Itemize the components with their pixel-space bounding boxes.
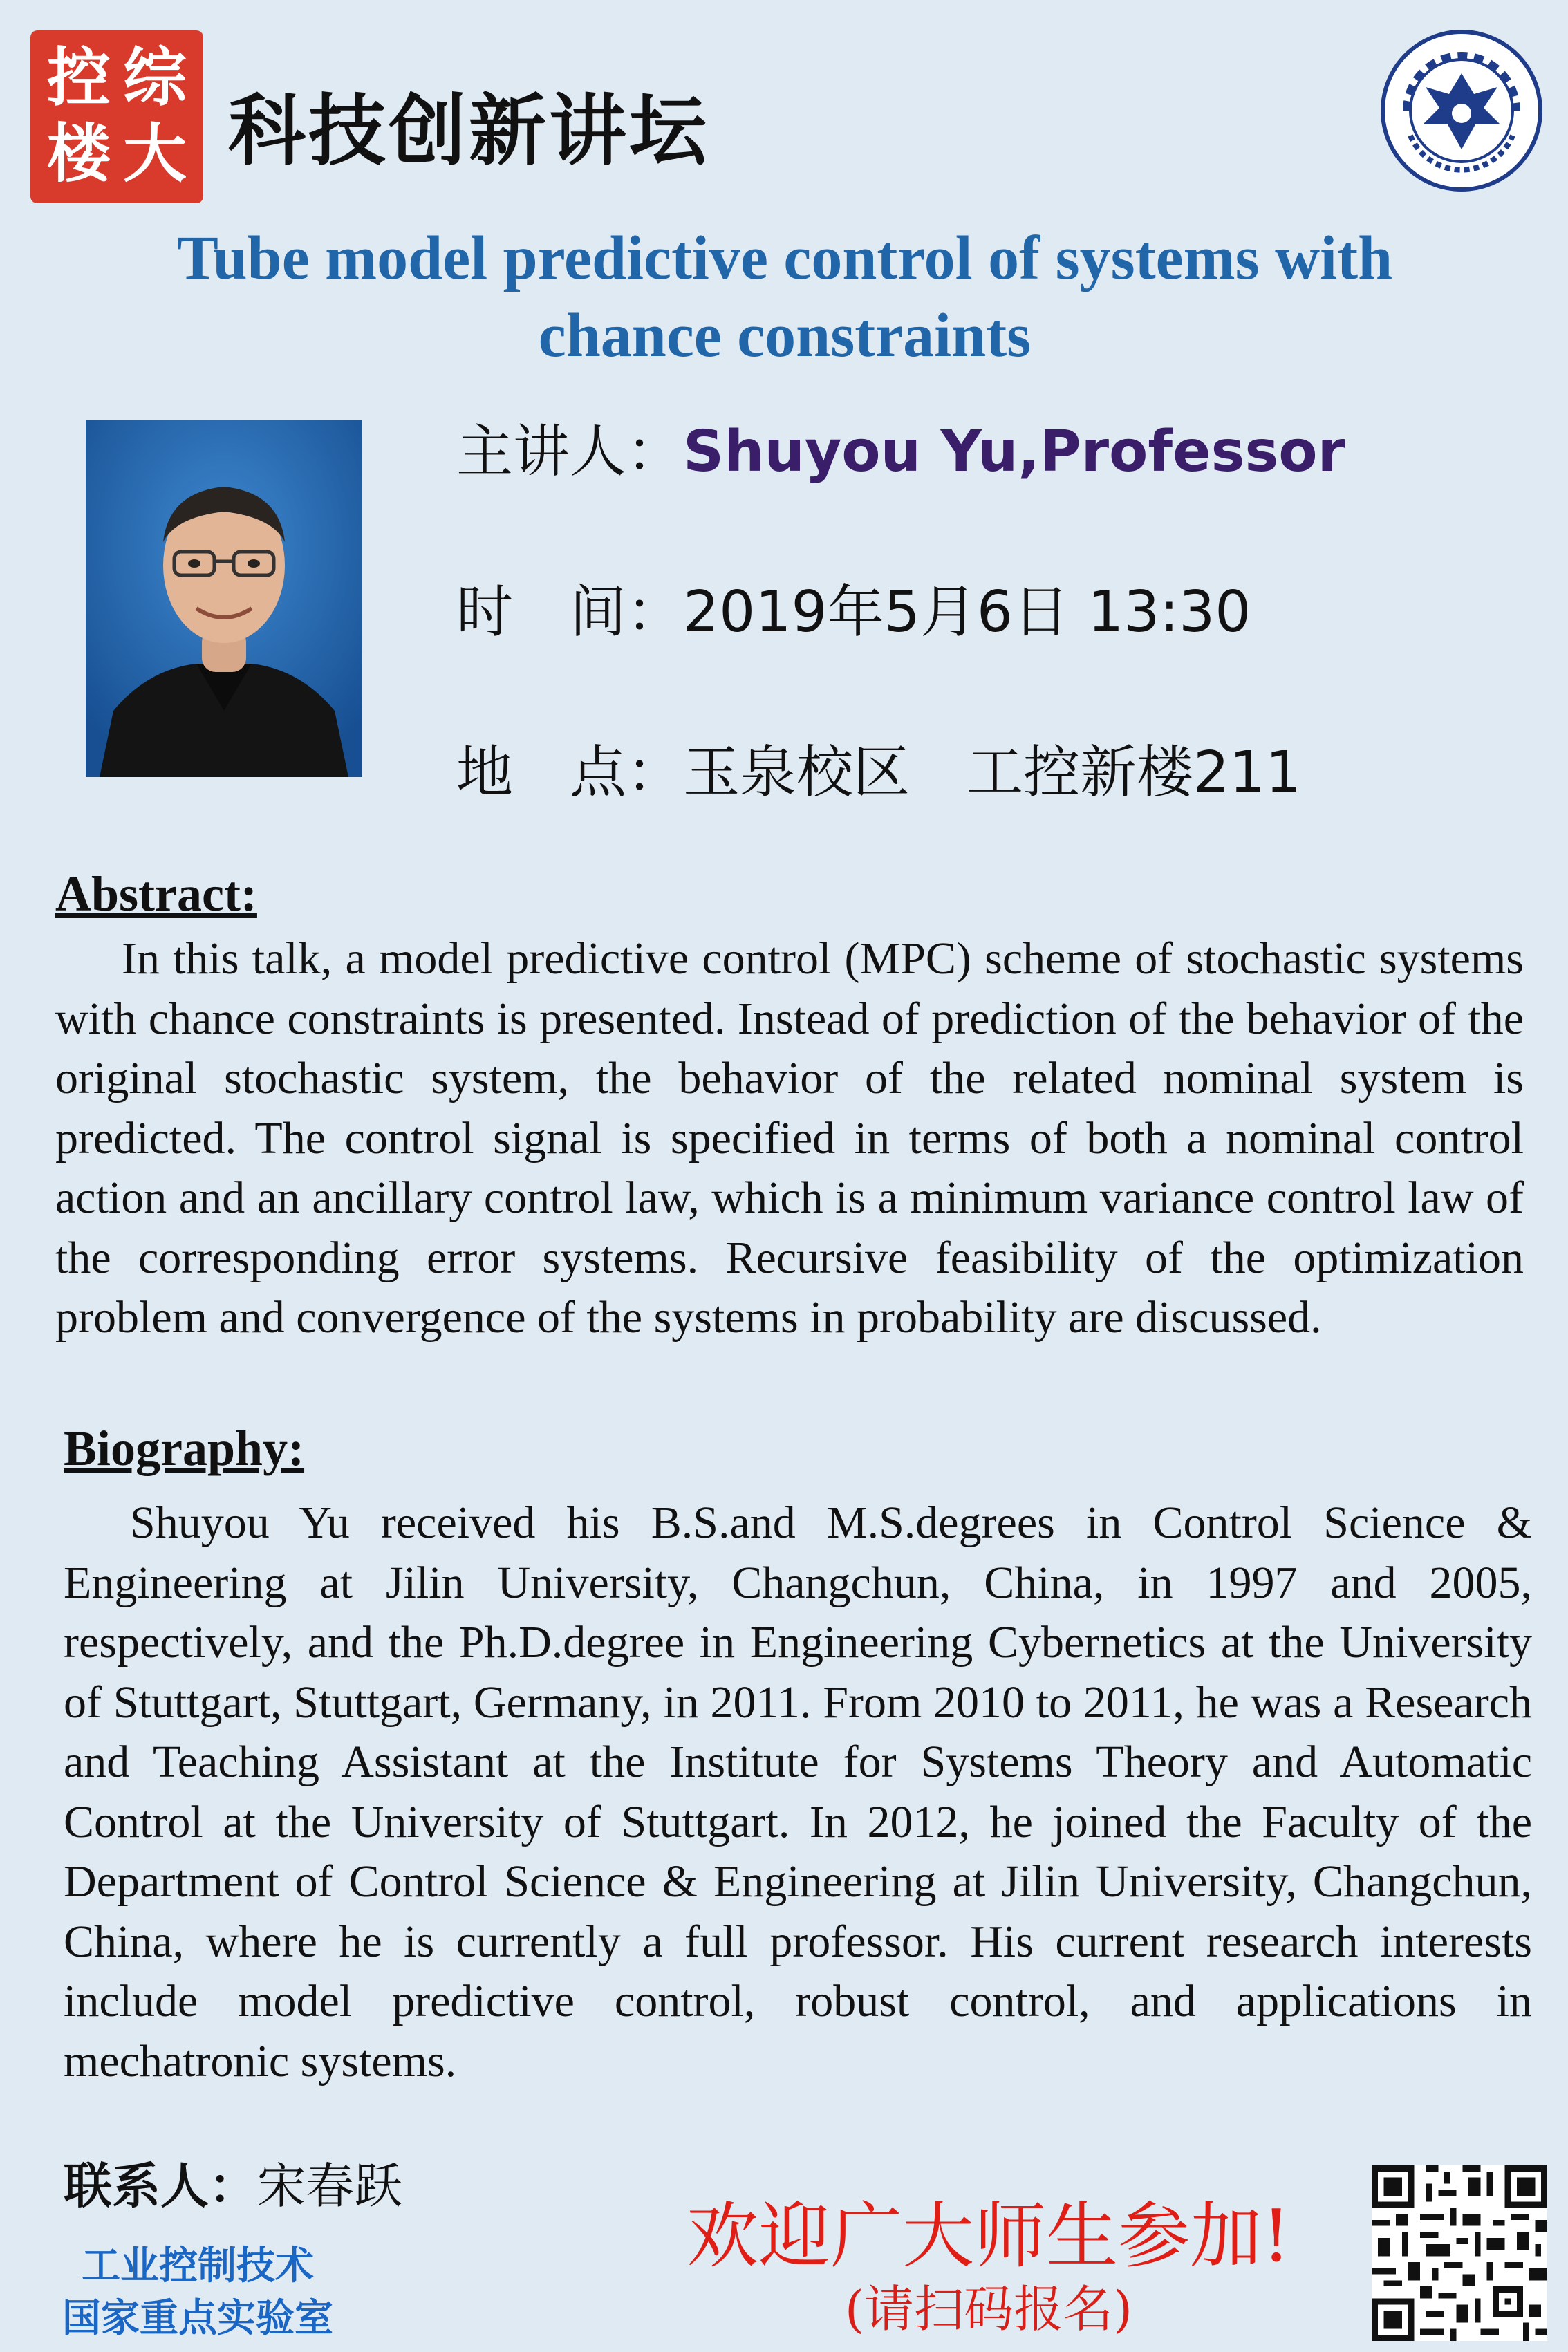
contact-label: 联系人： <box>64 2157 257 2214</box>
time-line <box>456 567 1251 648</box>
abstract-text: In this talk, a model predictive control (MPC) scheme of stochastic systems with chance constraints is presented. Instead of prediction of the behavior of the original stochastic system, the behavior of the related nominal system is predicted. The control signal is specified in terms of both a nominal control action and an ancillary control law, which is a minimum variance control law of the corresponding error systems. Recursive feasibility of the optimization problem and convergence of the systems in probability are discussed. <box>55 933 1524 1343</box>
speaker-name: Shuyou Yu,Professor <box>683 419 1346 485</box>
biography-text: Shuyou Yu received his B.S.and M.S.degrees in Control Science & Engineering at Jilin University, Changchun, China, in 1997 and 2005, respectively, and the Ph.D.degree in Engineering Cybernetics at the University of Stuttgart, Stuttgart, Germany, in 2011. From 2010 to 2011, he was a Research and Teaching Assistant at the Institute for Systems Theory and Automatic Control at the University of Stuttgart. In 2012, he joined the Faculty of the Department of Control Science & Engineering at Jilin University, Changchun, China, where he is currently a full professor. His current research interests include model predictive control, robust control, and applications in mechatronic systems. <box>64 1497 1532 2087</box>
time-value: 2019年5月6日 13:30 <box>683 579 1251 645</box>
qr-code-icon[interactable] <box>1372 2165 1547 2341</box>
talk-title <box>83 220 1486 375</box>
seal-char: 综 <box>122 40 187 115</box>
speaker-label: 主讲人： <box>456 419 684 485</box>
place-label: 地 点： <box>456 740 684 805</box>
speaker-photo <box>86 420 362 777</box>
talk-title-line: chance constraints <box>538 301 1032 370</box>
talk-title-line: Tube model predictive control of systems with <box>176 224 1393 292</box>
place-value: 玉泉校区 工控新楼211 <box>683 740 1302 805</box>
forum-seal-logo <box>30 30 203 203</box>
welcome-text: 欢迎广大师生参加! <box>687 2194 1291 2278</box>
contact-line <box>64 2147 402 2217</box>
abstract-heading: Abstract: <box>55 866 257 922</box>
forum-title: 科技创新讲坛 <box>228 86 709 176</box>
contact-name: 宋春跃 <box>257 2158 402 2214</box>
seal-char: 控 <box>46 40 111 115</box>
time-label: 时 间： <box>456 579 684 645</box>
lab-name <box>39 2240 357 2345</box>
lab-name-line: 工业控制技术 <box>82 2243 314 2288</box>
seal-char: 楼 <box>46 116 111 191</box>
seal-char: 大 <box>122 116 187 191</box>
biography-heading: Biography: <box>64 1421 305 1476</box>
place-line <box>456 727 1302 808</box>
zhejiang-university-logo-icon <box>1379 28 1544 194</box>
register-text: (请扫码报名) <box>844 2280 1133 2338</box>
lab-name-line: 国家重点实验室 <box>62 2296 333 2341</box>
speaker-line <box>456 407 1345 487</box>
